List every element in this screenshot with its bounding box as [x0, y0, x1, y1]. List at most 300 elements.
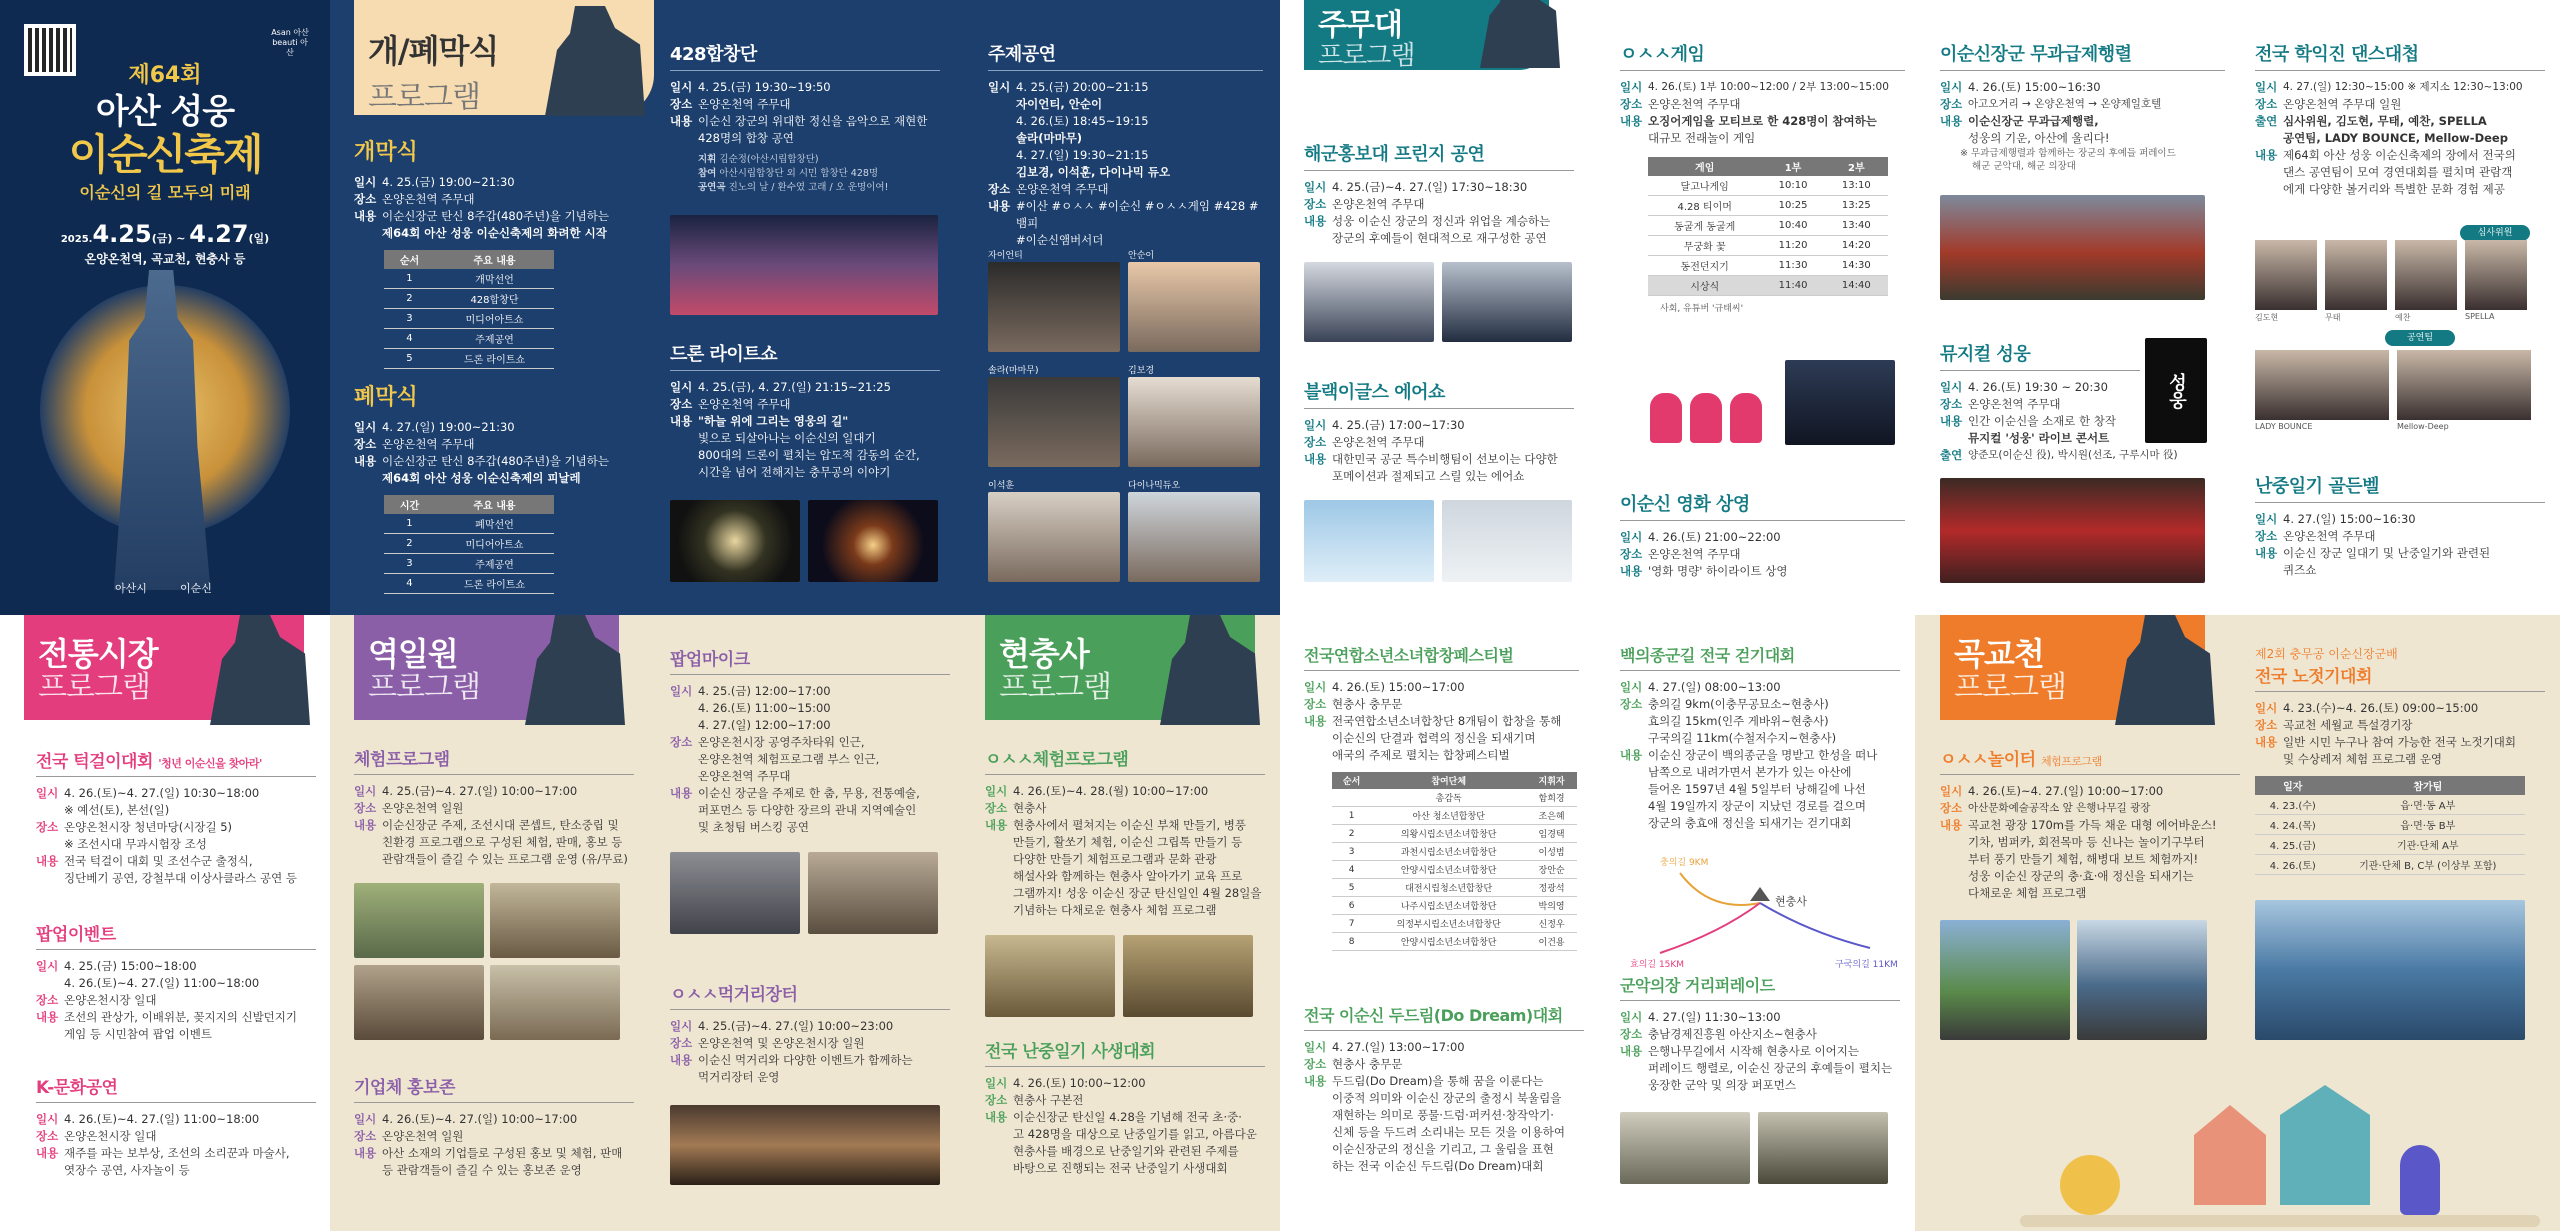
shrine-header-title: 현충사: [999, 635, 1089, 673]
navy-section: [1304, 140, 1574, 247]
table-row: [1332, 897, 1577, 915]
table-cell: 10:40: [1761, 216, 1824, 236]
cover-venue: 온양온천역, 곡교천, 현충사 등: [84, 252, 246, 266]
table-row: [2255, 855, 2525, 875]
musical-section: [1940, 340, 2178, 464]
table-cell: 4.28 티이머: [1648, 196, 1761, 216]
table-cell: 3: [1332, 843, 1371, 861]
march-title: 이순신장군 무과급제행렬: [1940, 40, 2225, 71]
table-cell: 읍·면·동 B부: [2331, 815, 2525, 835]
performer-name: LADY BOUNCE: [2255, 422, 2313, 431]
cover-logo-right: 이순신: [180, 582, 212, 595]
rowing-where: 곡교천 세월교 특설경기장: [2283, 718, 2413, 732]
table-cell: 13:25: [1825, 196, 1888, 216]
table-cell: 장안순: [1526, 861, 1577, 879]
what-label: 내용: [1304, 1074, 1327, 1088]
closing-table: [384, 495, 554, 594]
pullup-when: 4. 26.(토)~4. 27.(일) 10:30~18:00 ※ 예선(토), 본선(일): [64, 786, 260, 817]
map-label-filial: 효의길 15KM: [1630, 960, 1685, 970]
shrine-photo-1: [985, 935, 1115, 1017]
table-cell: 함희경: [1526, 789, 1577, 807]
navy-photo-2: [1442, 262, 1572, 342]
table-row: [384, 574, 554, 594]
kculture-where: 온양온천시장 일대: [64, 1129, 157, 1143]
table-cell: 폐막선언: [435, 514, 554, 534]
table-cell: 동굴게 동굴게: [1648, 216, 1761, 236]
table-cell: 나주시립소년소녀합창단: [1371, 897, 1526, 915]
rowing-title: 전국 노젓기대회: [2255, 662, 2545, 692]
opening-header-sub: 프로그램: [368, 80, 480, 115]
what-label: 내용: [2255, 735, 2278, 749]
movie-where: 온양온천역 주무대: [1648, 547, 1741, 561]
table-header: 주요 내용: [435, 495, 554, 514]
when-label: 일시: [1620, 680, 1643, 694]
opening-panel: [330, 0, 1280, 615]
experience-title: 체험프로그램: [354, 745, 634, 775]
rowing-table: [2255, 776, 2525, 875]
closing-title: 폐막식: [354, 385, 418, 410]
sketch-section: [985, 1037, 1265, 1177]
popupmic-what: 이순신 장군을 주제로 한 춤, 무용, 전통예술, 퍼포먼스 등 다양한 장르의 관내 지역예술인 및 초청팀 버스킹 공연: [698, 786, 920, 834]
experience-photo-4: [490, 965, 620, 1040]
table-cell: 13:40: [1825, 216, 1888, 236]
opening-table: [384, 250, 554, 369]
youth-title: 전국연합소년소녀합창페스티벌: [1304, 643, 1579, 671]
march-what: 이순신장군 무과급제행렬, 성웅의 기운, 아산에 울리다!: [1968, 114, 2110, 145]
table-cell: 2: [384, 534, 435, 554]
performer-photo: [2465, 240, 2527, 310]
when-label: 일시: [1940, 784, 1963, 798]
rowing-subtitle: 제2회 충무공 이순신장군배: [2255, 647, 2398, 661]
kculture-section: [36, 1073, 316, 1179]
table-row: [384, 554, 554, 574]
performer-name: 김도현: [2255, 313, 2279, 322]
artist-card: [988, 363, 1120, 471]
what-label: 내용: [1304, 714, 1327, 728]
table-cell: 1: [384, 269, 435, 289]
dance-title: 전국 학익진 댄스대첩: [2255, 40, 2545, 71]
where-label: 장소: [2255, 97, 2278, 111]
walk-what: 이순신 장군이 백의종군을 명받고 한성을 떠나 남쪽으로 내려가면서 본가가 있는 아산에 들어온 1597년 4월 5일부터 낭해길에 나선 4월 19일까지 장군이 지났던 경로를 걸으며 장군의 충효애 정신을 되새기는 걷기대회: [1648, 748, 1878, 830]
performer-photo: [2395, 240, 2457, 310]
game-where: 온양온천역 주무대: [1648, 97, 1741, 111]
closing-section: [354, 380, 624, 594]
what-label: 내용: [1940, 818, 1963, 832]
table-row: [1332, 843, 1577, 861]
parade-title: 군악의장 거리퍼레이드: [1620, 973, 1900, 1001]
when-label: 일시: [985, 1076, 1008, 1090]
performer-name: SPELLA: [2465, 312, 2495, 321]
game-title: ㅇㅅㅅ게임: [1620, 40, 1905, 71]
when-label: 일시: [985, 784, 1008, 798]
cover-title-2: 이순신축제: [68, 130, 262, 179]
table-cell: 13:10: [1825, 176, 1888, 196]
table-cell: 의정부시립소년소녀합창단: [1371, 915, 1526, 933]
when-label: 일시: [1304, 680, 1327, 694]
game-table: [1648, 157, 1888, 296]
when-label: 일시: [670, 380, 693, 394]
performer-name: 무태: [2325, 313, 2341, 322]
popupmic-title: 팝업마이크: [670, 645, 950, 675]
dodream-when: 4. 27.(일) 13:00~17:00: [1332, 1040, 1465, 1054]
experience-photo-1: [354, 883, 484, 958]
what-label: 내용: [36, 854, 59, 868]
drone-title: 드론 라이트쇼: [670, 340, 940, 371]
table-cell: 4. 24.(목): [2255, 815, 2331, 835]
table-cell: 428합창단: [435, 289, 554, 309]
shrine-exp-where: 현충사: [1013, 801, 1047, 815]
parade-section: [1620, 973, 1900, 1094]
table-row: [2255, 795, 2525, 815]
table-cell: 1: [1332, 807, 1371, 825]
parade-photo-1: [1620, 1112, 1750, 1184]
brand-logo: Asan 아산 beauti 아산: [271, 28, 309, 57]
shrine-photo-2: [1123, 935, 1253, 1017]
table-cell: 과천시립소년소녀합창단: [1371, 843, 1526, 861]
table-cell: 기관·단체 B, C부 (이상부 포함): [2331, 855, 2525, 875]
walk-where: 충의길 9km(이충무공묘소~현충사) 효의길 15km(인주 게바위~현충사) 구국의길 11km(수철저수지~현충사): [1648, 697, 1837, 745]
table-cell: 4. 23.(수): [2255, 795, 2331, 815]
kculture-what: 재주를 파는 보부상, 조선의 소리꾼과 마술사, 엿장수 공연, 사자놀이 등: [64, 1146, 290, 1177]
artist-photo: [1128, 262, 1260, 352]
table-cell: 대전시립청소년합창단: [1371, 879, 1526, 897]
when-label: 일시: [354, 1112, 377, 1126]
market-header-sub: 프로그램: [38, 670, 150, 705]
navy-title: 해군홍보대 프린지 공연: [1304, 140, 1574, 171]
theme-where: 온양온천역 주무대: [1016, 182, 1109, 196]
main-panel: [1280, 0, 2560, 615]
table-row: [1332, 825, 1577, 843]
performer-name: Mellow-Deep: [2397, 422, 2449, 431]
rowing-section: [2255, 645, 2545, 875]
food-when: 4. 25.(금)~4. 27.(일) 10:00~23:00: [698, 1019, 894, 1033]
performer-card: [2255, 350, 2389, 431]
table-row: [2255, 815, 2525, 835]
what-label: 내용: [1620, 114, 1643, 128]
performer-name: 예찬: [2395, 313, 2411, 322]
table-cell: 달고나게임: [1648, 176, 1761, 196]
experience-what: 이순신장군 주제, 조선시대 콘셉트, 탄소중립 및 친환경 프로그램으로 구성된 체험, 판매, 홍보 등 관람객들이 즐길 수 있는 프로그램 운영 (유/무료): [382, 818, 628, 866]
table-row: [384, 514, 554, 534]
artist-card: [1128, 478, 1260, 586]
cover-panel: [0, 0, 330, 615]
opening-what: 이순신장군 탄신 8주갑(480주년)을 기념하는 제64회 아산 성웅 이순신축제의 화려한 시작: [382, 209, 609, 240]
be-when: 4. 25.(금) 17:00~17:30: [1332, 418, 1465, 432]
opening-when: 4. 25.(금) 19:00~21:30: [382, 175, 515, 189]
where-label: 장소: [36, 993, 59, 1007]
where-label: 장소: [670, 735, 693, 749]
table-header: 참여단체: [1371, 772, 1526, 789]
theme-section: [988, 40, 1263, 249]
drone-when: 4. 25.(금), 4. 27.(일) 21:15~21:25: [698, 380, 891, 394]
busking-photo-1: [670, 852, 800, 934]
what-label: 내용: [670, 114, 693, 128]
drone-photo-1: [670, 500, 800, 582]
when-label: 일시: [354, 175, 377, 189]
game-host: 사회, 유튜버 '규태씨': [1660, 304, 1744, 314]
kculture-when: 4. 26.(토)~4. 27.(일) 11:00~18:00: [64, 1112, 260, 1126]
what-label: 내용: [670, 414, 693, 428]
when-label: 일시: [670, 80, 693, 94]
game-when: 4. 26.(토) 1부 10:00~12:00 / 2부 13:00~15:00: [1648, 81, 1889, 93]
table-header: 2부: [1825, 157, 1888, 176]
where-label: 장소: [2255, 718, 2278, 732]
map-label-loyalty: 충의길 9KM: [1660, 858, 1709, 868]
game-what: 오징어게임을 모티브로 한 428명이 참여하는 대규모 전래놀이 게임: [1648, 114, 1877, 145]
table-row: [1648, 276, 1888, 296]
table-row: [384, 349, 554, 369]
artist-name: 다이나믹듀오: [1128, 481, 1181, 491]
performer-photo: [2397, 350, 2531, 420]
table-cell: 2: [384, 289, 435, 309]
musical-what: 인간 이순신을 소재로 한 창작 뮤지컬 '성웅' 라이브 콘서트: [1968, 414, 2116, 445]
rowing-photo: [2255, 900, 2525, 1040]
route-map: [1620, 843, 1900, 983]
sketch-what: 이순신장군 탄신일 4.28을 기념해 전국 초·중· 고 428명을 대상으로 난중일기를 읽고, 아름다운 현충사를 배경으로 난중일기와 관련된 주제를 바탕으로 진행되는 전국 난중일기 사생대회: [1013, 1110, 1257, 1175]
station-header-sub: 프로그램: [368, 670, 480, 705]
when-label: 일시: [1620, 80, 1643, 94]
experience-where: 온양온천역 일원: [382, 801, 464, 815]
table-cell: 개막선언: [435, 269, 554, 289]
blackeagles-title: 블랙이글스 에어쇼: [1304, 378, 1574, 409]
rowing-when: 4. 23.(수)~4. 26.(토) 09:00~15:00: [2283, 701, 2479, 715]
movie-what: '영화 명량' 하이라이트 상영: [1648, 564, 1788, 578]
airshow-photo-2: [1442, 500, 1572, 582]
table-cell: 7: [1332, 915, 1371, 933]
shrine-exp-what: 현충사에서 펼쳐지는 이순신 부채 만들기, 병풍 만들기, 활쏘기 체험, 이순신 그립톡 만들기 등 다양한 만들기 체험프로그램과 문화 관광 해설사와 함께하는 현충사 알아가기 교육 프로 그램까지! 성웅 이순신 장군 탄신일인 4월 28일을 기념하는 다채로운 현충사 체험 프로그램: [1013, 818, 1262, 917]
table-header: 참가팀: [2331, 776, 2525, 795]
pullup-title: 전국 턱걸이대회 '청년 이순신을 찾아라': [36, 747, 316, 777]
theme-title: 주제공연: [988, 40, 1263, 71]
squid-guards: [1650, 385, 1770, 445]
movie-section: [1620, 490, 1905, 580]
company-section: [354, 1073, 634, 1179]
where-label: 장소: [36, 1129, 59, 1143]
where-label: 장소: [2255, 529, 2278, 543]
table-cell: 11:20: [1761, 236, 1824, 256]
closing-what: 이순신장군 탄신 8주갑(480주년)을 기념하는 제64회 아산 성웅 이순신축제의 피날레: [382, 454, 609, 485]
when-label: 일시: [1940, 80, 1963, 94]
popup-section: [36, 920, 316, 1043]
musical-when: 4. 26.(토) 19:30 ~ 20:30: [1968, 380, 2108, 394]
company-where: 온양온천역 일원: [382, 1129, 464, 1143]
game-section: [1620, 40, 1905, 317]
playground-illustration: [2020, 1065, 2540, 1231]
team-grid: [2255, 350, 2545, 440]
artist-name: 솔라(마마무): [988, 366, 1039, 376]
performer-card: [2325, 240, 2387, 323]
march-when: 4. 26.(토) 15:00~16:30: [1968, 80, 2101, 94]
table-cell: 아산 청소년합창단: [1371, 807, 1526, 825]
airshow-photo-1: [1304, 500, 1434, 582]
judge-grid: [2255, 240, 2545, 330]
table-cell: 4: [384, 329, 435, 349]
table-header: 1부: [1761, 157, 1824, 176]
what-label: 내용: [985, 818, 1008, 832]
diary-what: 이순신 장군 일대기 및 난중일기와 관련된 퀴즈쇼: [2283, 546, 2491, 577]
walk-title: 백의종군길 전국 걷기대회: [1620, 643, 1900, 671]
performer-card: [2255, 240, 2317, 323]
parade-what: 은행나무길에서 시작해 현충사로 이어지는 퍼레이드 행렬로, 이순신 장군의 후예들이 펼치는 웅장한 군악 및 의장 퍼포먼스: [1648, 1044, 1893, 1092]
when-label: 일시: [354, 784, 377, 798]
cover-logo-left: 아산시: [115, 582, 147, 595]
diary-where: 온양온천역 주무대: [2283, 529, 2376, 543]
musical-photo: [1940, 478, 2205, 583]
musical-cast: 양준모(이순신 役), 박시원(선조, 구루시마 役): [1968, 449, 2178, 461]
what-label: 내용: [2255, 148, 2278, 162]
table-cell: 무궁화 꽃: [1648, 236, 1761, 256]
pullup-section: [36, 747, 316, 887]
what-label: 내용: [354, 454, 377, 468]
table-header: 일자: [2255, 776, 2331, 795]
where-label: 장소: [1304, 1057, 1327, 1071]
table-row: [1332, 915, 1577, 933]
musical-title: 뮤지컬 성웅: [1940, 340, 2140, 371]
what-label: 내용: [354, 818, 377, 832]
what-label: 내용: [354, 209, 377, 223]
where-label: 장소: [1304, 197, 1327, 211]
when-label: 일시: [1304, 1040, 1327, 1054]
table-cell: 동전던지기: [1648, 256, 1761, 276]
table-cell: 14:40: [1825, 276, 1888, 296]
playground-section: [1940, 745, 2240, 902]
drone-where: 온양온천역 주무대: [698, 397, 791, 411]
when-label: 일시: [2255, 512, 2278, 526]
table-cell: 안양시립소년소녀합창단: [1371, 861, 1526, 879]
when-label: 일시: [1304, 418, 1327, 432]
table-cell: 6: [1332, 897, 1371, 915]
where-label: 장소: [1940, 801, 1963, 815]
when-label: 일시: [1304, 180, 1327, 194]
performer-card: [2465, 240, 2527, 321]
dance-where: 온양온천역 주무대 일원: [2283, 97, 2402, 111]
table-cell: 이성범: [1526, 843, 1577, 861]
parade-photo-2: [1758, 1112, 1888, 1184]
when-label: 일시: [354, 420, 377, 434]
food-what: 이순신 먹거리와 다양한 이벤트가 함께하는 먹거리장터 운영: [698, 1053, 913, 1084]
what-label: 내용: [1940, 414, 1963, 428]
closing-when: 4. 27.(일) 19:00~21:30: [382, 420, 515, 434]
when-label: 일시: [670, 684, 693, 698]
navy-what: 성웅 이순신 장군의 정신과 위업을 계승하는 장군의 후예들이 현대적으로 재구성한 공연: [1332, 214, 1551, 245]
diary-section: [2255, 472, 2545, 579]
food-where: 온양온천역 및 온양온천시장 일원: [698, 1036, 865, 1050]
experience-when: 4. 25.(금)~4. 27.(일) 10:00~17:00: [382, 784, 578, 798]
table-cell: 3: [384, 554, 435, 574]
artist-photo: [988, 377, 1120, 467]
food-photo: [670, 1105, 940, 1185]
playground-photo-2: [2077, 920, 2207, 1040]
table-cell: 기관·단체 A부: [2331, 835, 2525, 855]
table-row: [2255, 835, 2525, 855]
host-photo: [1785, 360, 1895, 445]
company-what: 아산 소재의 기업들로 구성된 홍보 및 체험, 판매 등 관람객들이 즐길 수 있는 홍보존 운영: [382, 1146, 623, 1177]
choir-where: 온양온천역 주무대: [698, 97, 791, 111]
musical-poster: 성웅: [2145, 338, 2207, 443]
when-label: 일시: [1620, 530, 1643, 544]
table-cell: 박의영: [1526, 897, 1577, 915]
table-cell: 안양시립소년소녀합창단: [1371, 933, 1526, 951]
when-label: 일시: [36, 1112, 59, 1126]
food-title: ㅇㅅㅅ먹거리장터: [670, 980, 950, 1010]
when-label: 일시: [2255, 701, 2278, 715]
what-label: 내용: [670, 1053, 693, 1067]
blackeagles-section: [1304, 378, 1574, 485]
what-label: 내용: [985, 1110, 1008, 1124]
musical-where: 온양온천역 주무대: [1968, 397, 2061, 411]
team-badge: 공연팀: [2385, 330, 2455, 346]
what-label: 내용: [1304, 452, 1327, 466]
where-label: 장소: [670, 397, 693, 411]
artist-photo: [988, 492, 1120, 582]
table-header: 순서: [1332, 772, 1371, 789]
experience-section: [354, 745, 634, 868]
table-row: [384, 309, 554, 329]
opening-section: [354, 135, 624, 369]
what-label: 내용: [1620, 564, 1643, 578]
performer-photo: [2325, 240, 2387, 310]
artist-name: 자이언티: [988, 251, 1023, 261]
table-cell: 총감독: [1371, 789, 1526, 807]
where-label: 장소: [670, 1036, 693, 1050]
table-cell: 임경택: [1526, 825, 1577, 843]
table-cell: 정광석: [1526, 879, 1577, 897]
table-cell: 10:10: [1761, 176, 1824, 196]
where-label: 장소: [36, 820, 59, 834]
choir-title: 428합창단: [670, 40, 940, 71]
popup-where: 온양온천시장 일대: [64, 993, 157, 1007]
judge-badge: 심사위원: [2460, 225, 2530, 241]
drone-photo-2: [808, 500, 938, 582]
march-section: [1940, 40, 2225, 173]
company-title: 기업체 홍보존: [354, 1073, 634, 1103]
shrine-exp-title: ㅇㅅㅅ체험프로그램: [985, 745, 1265, 775]
table-row: [1648, 236, 1888, 256]
cast-label: 출연: [1940, 448, 1963, 462]
dance-cast: 심사위원, 김도현, 무태, 예찬, SPELLA 공연팀, LADY BOUNCE, Mellow-Deep: [2283, 114, 2508, 145]
sketch-where: 현충사 구본전: [1013, 1093, 1084, 1107]
station-header-title: 역일원: [368, 635, 458, 673]
opening-where: 온양온천역 주무대: [382, 192, 475, 206]
where-label: 장소: [1620, 697, 1643, 711]
table-cell: [1332, 789, 1371, 807]
where-label: 장소: [354, 801, 377, 815]
table-row: [1332, 879, 1577, 897]
what-label: 내용: [36, 1146, 59, 1160]
dodream-section: [1304, 1003, 1584, 1175]
table-row: [1332, 861, 1577, 879]
table-cell: 8: [1332, 933, 1371, 951]
youth-what: 전국연합소년소녀합창단 8개팀이 합창을 통해 이순신의 단결과 협력의 정신을 되새기며 애국의 주제로 펼치는 합창페스티벌: [1332, 714, 1562, 762]
table-row: [1648, 216, 1888, 236]
what-label: 내용: [2255, 546, 2278, 560]
choir-when: 4. 25.(금) 19:30~19:50: [698, 80, 831, 94]
table-row: [1648, 196, 1888, 216]
popupmic-section: [670, 645, 950, 836]
what-label: 내용: [1620, 1044, 1643, 1058]
table-cell: 신정우: [1526, 915, 1577, 933]
company-when: 4. 26.(토)~4. 27.(일) 10:00~17:00: [382, 1112, 578, 1126]
cover-title-1: 아산 성웅: [95, 92, 235, 132]
navy-where: 온양온천역 주무대: [1332, 197, 1425, 211]
table-cell: 11:40: [1761, 276, 1824, 296]
where-label: 장소: [1620, 1027, 1643, 1041]
be-what: 대한민국 공군 특수비행팀이 선보이는 다양한 포메이션과 절제되고 스릴 있는 에어쇼: [1332, 452, 1558, 483]
table-cell: 1: [384, 514, 435, 534]
table-cell: 미디어아트쇼: [435, 309, 554, 329]
dodream-title: 전국 이순신 두드림(Do Dream)대회: [1304, 1003, 1584, 1031]
table-cell: 5: [384, 349, 435, 369]
